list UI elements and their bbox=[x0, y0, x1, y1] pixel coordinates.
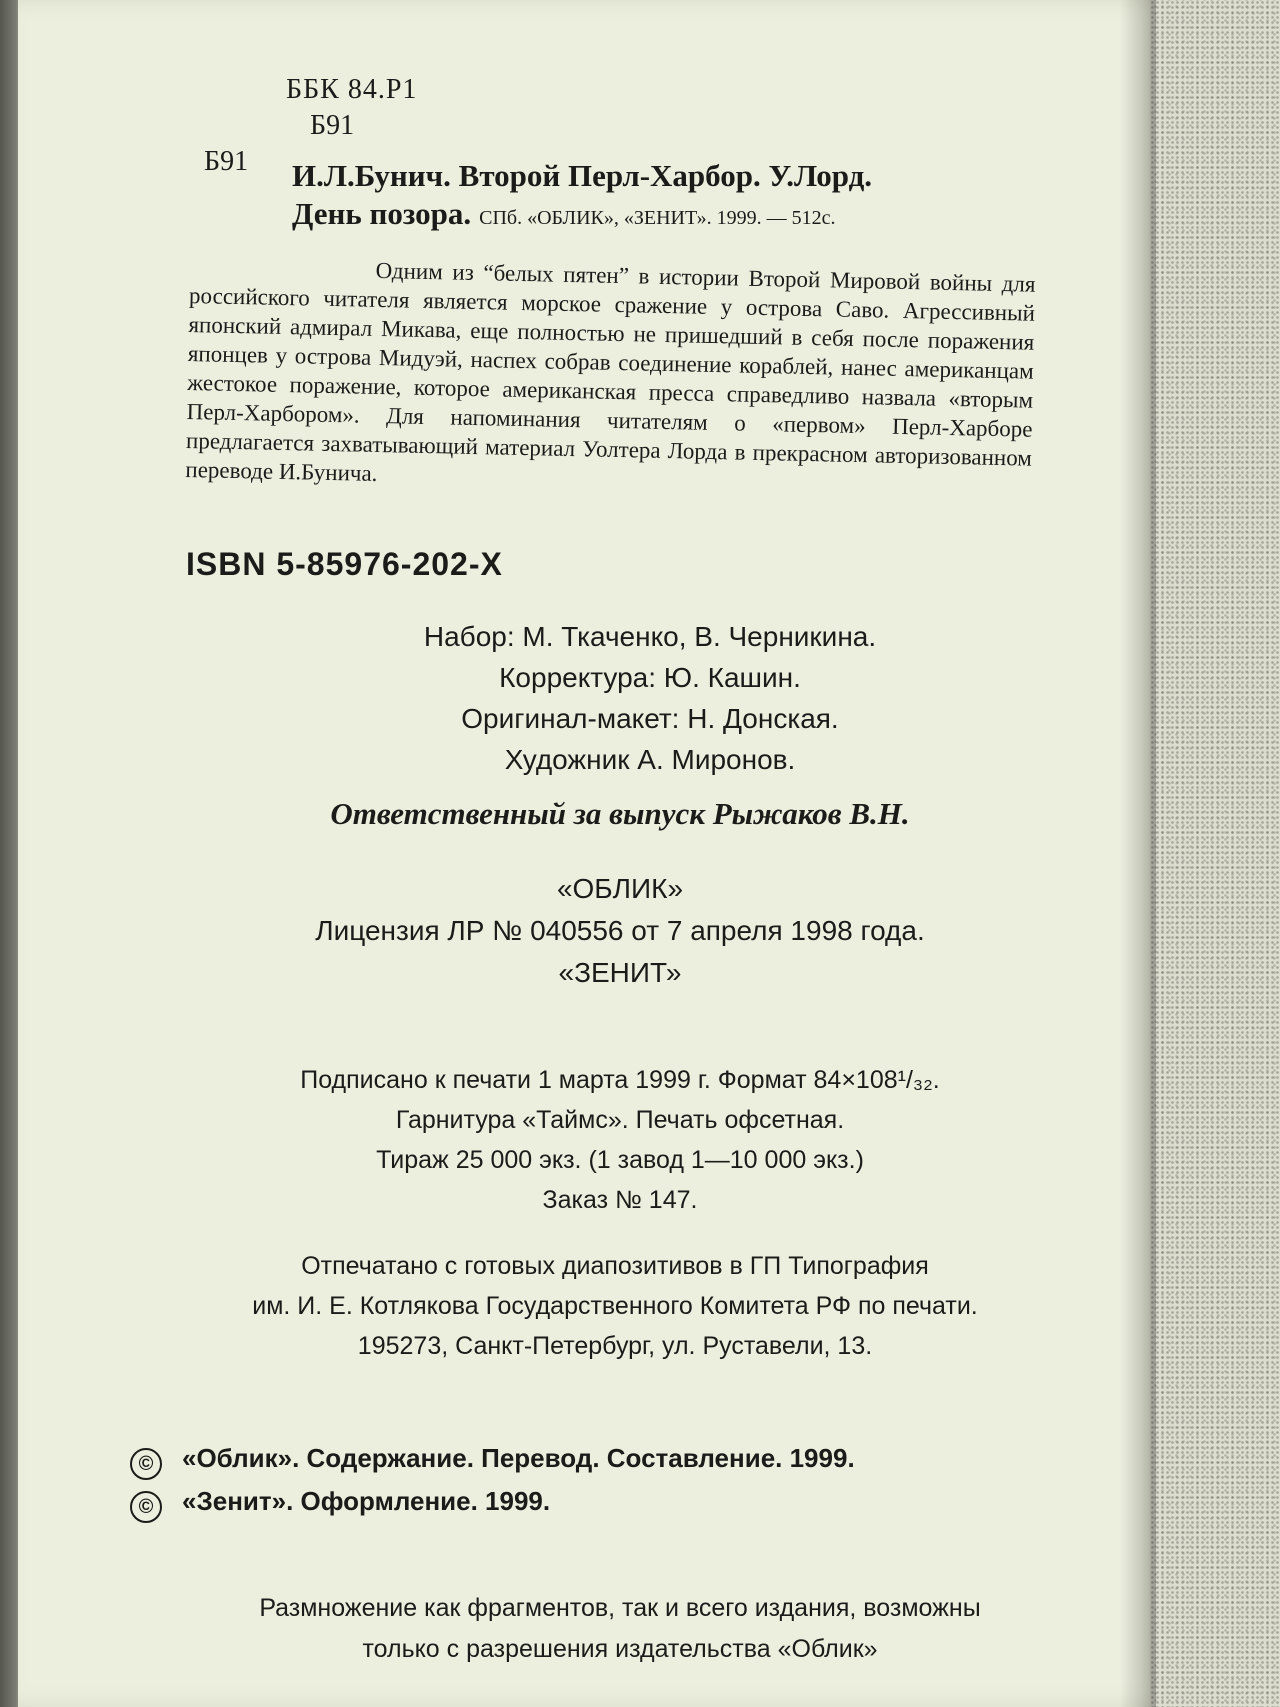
copyright-text-oblik: «Облик». Содержание. Перевод. Составление. 1999. bbox=[182, 1443, 855, 1473]
credit-proofreading: Корректура: Ю. Кашин. bbox=[499, 662, 801, 693]
imprint-print-run: Тираж 25 000 экз. (1 завод 1—10 000 экз.) bbox=[376, 1146, 864, 1174]
credit-artist: Художник А. Миронов. bbox=[504, 744, 796, 775]
copyright-text-zenit: «Зенит». Оформление. 1999. bbox=[182, 1486, 551, 1516]
page-gutter-shadow bbox=[1120, 0, 1156, 1707]
printer-line1: Отпечатано с готовых диапозитивов в ГП Типография bbox=[301, 1252, 929, 1280]
credit-layout: Оригинал-макет: Н. Донская. bbox=[461, 703, 839, 734]
responsible-editor: Ответственный за выпуск Рыжаков В.Н. bbox=[330, 796, 910, 831]
author-code-prefix: Б91 bbox=[204, 146, 249, 177]
copyright-line-zenit bbox=[130, 1480, 1030, 1523]
imprint-block bbox=[190, 1060, 1050, 1220]
copyright-block bbox=[130, 1437, 1030, 1523]
imprint-order: Заказ № 147. bbox=[542, 1186, 698, 1214]
bbk-code: ББК 84.Р1 bbox=[286, 74, 418, 105]
copyright-icon: © bbox=[130, 1491, 162, 1523]
book-heading-line1: И.Л.Бунич. Второй Перл-Харбор. У.Лорд. bbox=[292, 158, 873, 193]
book-heading-line2 bbox=[292, 196, 836, 232]
heading-details: СПб. «ОБЛИК», «ЗЕНИТ». 1999. — 512с. bbox=[479, 207, 836, 229]
credit-typesetting: Набор: М. Ткаченко, В. Черникина. bbox=[423, 621, 877, 652]
imprint-typeface: Гарнитура «Таймс». Печать офсетная. bbox=[395, 1106, 845, 1134]
publisher-name-zenit: «ЗЕНИТ» bbox=[558, 957, 682, 988]
imprint-signed: Подписано к печати 1 марта 1999 г. Формат 84×108¹/₃₂. bbox=[300, 1066, 940, 1094]
heading-title: День позора. bbox=[292, 196, 472, 231]
printer-line2: им. И. Е. Котлякова Государственного Комитета РФ по печати. bbox=[252, 1292, 978, 1320]
copyright-line-oblik bbox=[130, 1437, 1030, 1480]
author-code: Б91 bbox=[310, 110, 355, 141]
rights-line2: только с разрешения издательства «Облик» bbox=[362, 1635, 878, 1663]
publisher-block bbox=[190, 868, 1050, 994]
rights-line1: Размножение как фрагментов, так и всего издания, возможны bbox=[259, 1594, 981, 1622]
publisher-license: Лицензия ЛР № 040556 от 7 апреля 1998 года. bbox=[315, 915, 925, 946]
rights-notice bbox=[110, 1588, 1130, 1670]
isbn: ISBN 5-85976-202-X bbox=[186, 546, 503, 582]
credits-block bbox=[340, 616, 960, 780]
printer-block bbox=[150, 1246, 1080, 1366]
book-abstract: Одним из “белых пятен” в истории Второй Мировой войны для российского читателя является морское сражение у острова Саво. Агрессивный японский адмирал Микава, еще полностью не пришедший в себя после поражения японцев у острова Мидуэй, наспех собрав соединение кораблей, нанес американцам жестокое поражение, которое американская пресса справедливо назвала «вторым Перл-Харбором». Для напоминания читателям о «первом» Перл-Харборе предлагается захватывающий материал Уолтера Лорда в прекрасном авторизованном переводе И.Бунича. bbox=[185, 257, 1036, 486]
printer-address: 195273, Санкт-Петербург, ул. Руставели, 13. bbox=[357, 1332, 873, 1360]
publisher-name-oblik: «ОБЛИК» bbox=[556, 873, 684, 904]
adjacent-page bbox=[1150, 0, 1280, 1707]
copyright-icon: © bbox=[130, 1448, 162, 1480]
